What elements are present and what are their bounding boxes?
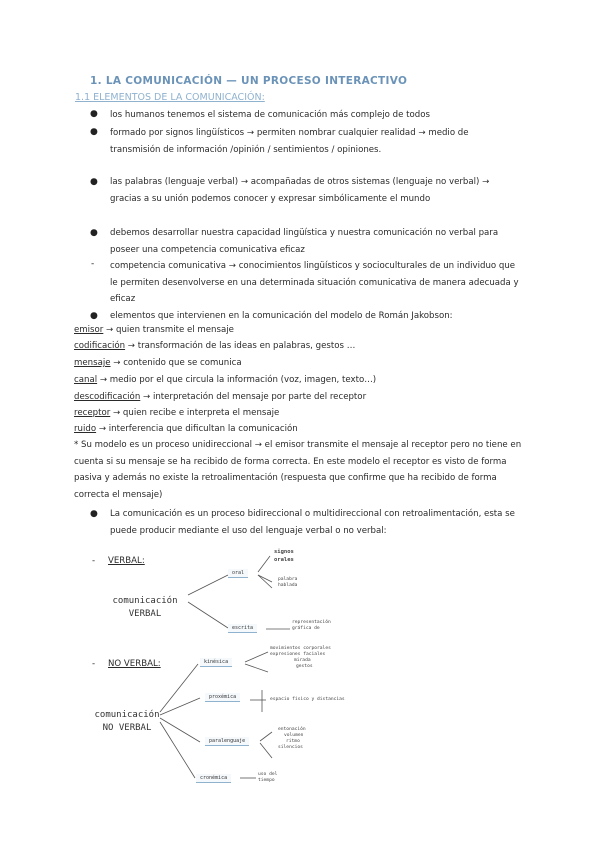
- bullet-dot: ●: [90, 228, 98, 238]
- element-term: emisor: [74, 325, 104, 335]
- escrita-node: escrita: [228, 624, 257, 633]
- element-ruido: [74, 421, 298, 437]
- item: orales: [274, 557, 294, 563]
- bullet-text-5: competencia comunicativa → conocimientos lingüísticos y socioculturales de un individuo que le permiten desenvolverse en una determinada situación comunicativa de manera adecuada y eficaz: [110, 261, 519, 304]
- dash-marker: -: [91, 259, 95, 269]
- diagram-lines: [0, 540, 600, 848]
- element-term: descodificación: [74, 392, 141, 402]
- element-term: ruido: [74, 424, 97, 434]
- bullet-dot: ●: [90, 109, 98, 119]
- item: palabra: [278, 577, 298, 582]
- bullet-dot: ●: [90, 311, 98, 321]
- element-def: → quien recibe e interpreta el mensaje: [110, 408, 280, 418]
- proxemica-node: proxémica: [205, 693, 240, 702]
- verbal-root: [100, 595, 190, 621]
- root-line: comunicación: [112, 596, 178, 606]
- subsection-heading: 1.1 ELEMENTOS DE LA COMUNICACIÓN:: [75, 92, 265, 103]
- item: ritmo: [286, 739, 300, 744]
- paralenguaje-node: paralenguaje: [205, 737, 249, 746]
- oral-items-2: [278, 577, 297, 589]
- bullet-text-4: debemos desarrollar nuestra capacidad lingüística y nuestra comunicación no verbal para poseer una competencia comunicativa eficaz: [110, 228, 499, 255]
- element-def: → interferencia que dificultan la comunicación: [96, 424, 298, 434]
- verbal-label: VERBAL:: [108, 556, 145, 566]
- item: representación: [292, 620, 331, 625]
- element-term: canal: [74, 375, 98, 385]
- bullet-dot: ●: [90, 177, 98, 187]
- cronemica-items: [258, 772, 277, 784]
- noverbal-root: [82, 709, 172, 735]
- item: entonación: [278, 727, 306, 732]
- root-line: NO VERBAL: [102, 723, 152, 733]
- element-term: mensaje: [74, 358, 111, 368]
- root-line: VERBAL: [128, 609, 162, 619]
- item: volumen: [284, 733, 304, 738]
- oral-items: [274, 548, 294, 564]
- element-mensaje: [74, 355, 242, 371]
- element-def: → quien transmite el mensaje: [103, 325, 234, 335]
- element-receptor: [74, 405, 279, 421]
- element-emisor: [74, 322, 234, 338]
- element-codificacion: [74, 338, 355, 354]
- oral-node: oral: [228, 569, 248, 578]
- kinesica-node: kinésica: [200, 658, 232, 667]
- root-line: comunicación: [94, 710, 160, 720]
- item: signos: [274, 549, 294, 555]
- dash-marker: -: [92, 556, 96, 566]
- bullet-text-6: elementos que intervienen en la comunicación del modelo de Román Jakobson:: [110, 311, 453, 321]
- element-def: → contenido que se comunica: [110, 358, 242, 368]
- element-term: receptor: [74, 408, 111, 418]
- item: uso del: [258, 772, 278, 777]
- item: silencios: [278, 745, 303, 750]
- bullet-text-7: La comunicación es un proceso bidireccional o multidireccional con retroalimentación, esta se puede producir mediante el uso del lenguaje verbal o no verbal:: [110, 509, 515, 536]
- cronemica-node: cronémica: [196, 774, 231, 783]
- bullet-text-3: las palabras (lenguaje verbal) → acompañadas de otros sistemas (lenguaje no verbal) → gracias a su unión podemos conocer y expresar simbólicamente el mundo: [110, 177, 490, 204]
- element-def: → transformación de las ideas en palabras, gestos …: [125, 341, 356, 351]
- item: movimientos corporales: [270, 646, 331, 651]
- item: tiempo: [258, 778, 275, 783]
- proxemica-items: [270, 697, 345, 703]
- bullet-text-1: los humanos tenemos el sistema de comunicación más complejo de todos: [110, 110, 430, 120]
- bullet-dot: ●: [90, 509, 98, 519]
- bullet-dot: ●: [90, 127, 98, 137]
- element-descodificacion: [74, 389, 366, 405]
- element-def: → medio por el que circula la información (voz, imagen, texto…): [97, 375, 377, 385]
- paralenguaje-items: [278, 727, 306, 751]
- item: gestos: [296, 664, 313, 669]
- item: expresiones faciales: [270, 652, 326, 657]
- element-term: codificación: [74, 341, 126, 351]
- element-def: → interpretación del mensaje por parte del receptor: [140, 392, 367, 402]
- item: espacio físico y distancias: [270, 697, 345, 702]
- item: gráfica de: [292, 626, 320, 631]
- noverbal-label: NO VERBAL:: [108, 659, 161, 669]
- model-note: * Su modelo es un proceso unidireccional → el emisor transmite el mensaje al receptor pero no tiene en cuenta si su mensaje se ha recibido de forma correcta. En este modelo el receptor es visto de forma pasiva y además no existe la retroalimentación (respuesta que confirme que ha recibido de forma correcta el mensaje): [74, 440, 522, 500]
- bullet-text-2: formado por signos lingüísticos → permiten nombrar cualquier realidad → medio de transmisión de información /opinión / sentimientos / opiniones.: [110, 128, 469, 155]
- item: hablada: [278, 583, 298, 588]
- kinesica-items: [270, 646, 331, 670]
- escrita-items: [292, 620, 331, 632]
- item: mirada: [294, 658, 311, 663]
- dash-marker: -: [92, 659, 96, 669]
- element-canal: [74, 372, 376, 388]
- section-heading: 1. LA COMUNICACIÓN — UN PROCESO INTERACTIVO: [90, 75, 408, 87]
